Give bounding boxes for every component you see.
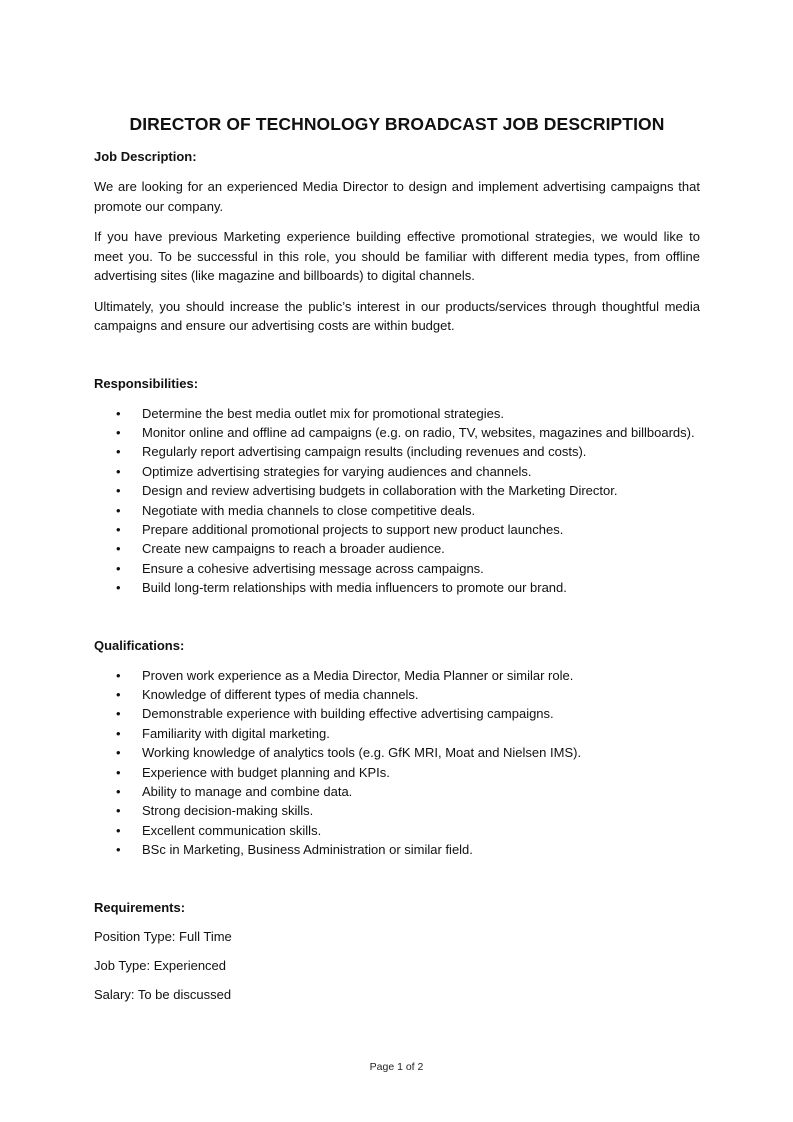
bullet-icon: • bbox=[116, 560, 121, 576]
list-item bbox=[94, 840, 700, 859]
bullet-icon: • bbox=[116, 444, 121, 460]
document-title: DIRECTOR OF TECHNOLOGY BROADCAST JOB DESCRIPTION bbox=[129, 114, 665, 134]
bullet-icon: • bbox=[116, 580, 121, 596]
list-item-text: Optimize advertising strategies for varying audiences and channels. bbox=[142, 463, 532, 479]
bullet-icon: • bbox=[116, 822, 121, 838]
list-item bbox=[94, 743, 700, 762]
page-number: Page 1 of 2 bbox=[369, 1061, 424, 1073]
list-item bbox=[94, 704, 700, 723]
list-item bbox=[94, 763, 700, 782]
list-item-text: Determine the best media outlet mix for promotional strategies. bbox=[142, 405, 505, 421]
list-item bbox=[94, 685, 700, 704]
list-item-text: Negotiate with media channels to close competitive deals. bbox=[142, 502, 476, 518]
list-item-text: Monitor online and offline ad campaigns (e.g. on radio, TV, websites, magazines and billboards). bbox=[142, 424, 695, 440]
list-item-text: Ability to manage and combine data. bbox=[142, 784, 353, 799]
bullet-icon: • bbox=[116, 521, 121, 537]
bullet-icon: • bbox=[116, 424, 121, 440]
bullet-icon: • bbox=[116, 764, 121, 780]
bullet-icon: • bbox=[116, 405, 121, 421]
list-item-text: BSc in Marketing, Business Administration or similar field. bbox=[142, 842, 473, 858]
qualifications-list bbox=[94, 666, 700, 860]
list-item-text: Strong decision-making skills. bbox=[142, 803, 314, 819]
list-item bbox=[94, 801, 700, 820]
list-item bbox=[94, 539, 700, 558]
bullet-icon: • bbox=[116, 483, 121, 499]
job-description-paragraph: If you have previous Marketing experience building effective promotional strategies, we would like to meet you. To be successful in this role, you should be familiar with different media types, from offline advertising sites (like magazine and billboards) to digital channels. bbox=[94, 229, 700, 283]
requirement-job-type: Job Type: Experienced bbox=[94, 957, 227, 973]
list-item-text: Build long-term relationships with media influencers to promote our brand. bbox=[142, 580, 567, 596]
requirement-salary: Salary: To be discussed bbox=[94, 986, 232, 1002]
bullet-icon: • bbox=[116, 842, 121, 858]
list-item bbox=[94, 501, 700, 520]
list-item bbox=[94, 462, 700, 481]
bullet-icon: • bbox=[116, 706, 121, 722]
list-item-text: Excellent communication skills. bbox=[142, 822, 322, 838]
list-item bbox=[94, 520, 700, 539]
list-item bbox=[94, 481, 700, 500]
list-item bbox=[94, 423, 700, 442]
list-item bbox=[94, 578, 700, 597]
list-item bbox=[94, 821, 700, 840]
list-item-text: Design and review advertising budgets in collaboration with the Marketing Director. bbox=[142, 483, 618, 499]
list-item bbox=[94, 666, 700, 685]
list-item-text: Create new campaigns to reach a broader audience. bbox=[142, 541, 445, 557]
bullet-icon: • bbox=[116, 803, 121, 819]
list-item-text: Proven work experience as a Media Director, Media Planner or similar role. bbox=[142, 667, 574, 683]
requirements-heading: Requirements: bbox=[94, 899, 186, 915]
job-description-heading: Job Description: bbox=[94, 149, 197, 164]
bullet-icon: • bbox=[116, 667, 121, 683]
qualifications-heading: Qualifications: bbox=[94, 637, 185, 653]
bullet-icon: • bbox=[116, 541, 121, 557]
bullet-icon: • bbox=[116, 463, 121, 479]
bullet-icon: • bbox=[116, 784, 121, 799]
bullet-icon: • bbox=[116, 725, 121, 741]
requirement-position-type: Position Type: Full Time bbox=[94, 928, 232, 944]
list-item-text: Experience with budget planning and KPIs. bbox=[142, 764, 390, 780]
list-item-text: Demonstrable experience with building effective advertising campaigns. bbox=[142, 706, 554, 722]
job-description-paragraph: Ultimately, you should increase the public’s interest in our products/services through thoughtful media campaigns and ensure our advertising costs are within budget. bbox=[94, 298, 700, 333]
list-item-text: Knowledge of different types of media channels. bbox=[142, 686, 419, 702]
list-item bbox=[94, 404, 700, 423]
bullet-icon: • bbox=[116, 502, 121, 518]
list-item-text: Ensure a cohesive advertising message across campaigns. bbox=[142, 560, 484, 576]
list-item bbox=[94, 724, 700, 743]
list-item-text: Familiarity with digital marketing. bbox=[142, 725, 330, 741]
list-item-text: Working knowledge of analytics tools (e.g. GfK MRI, Moat and Nielsen IMS). bbox=[142, 745, 582, 761]
list-item-text: Prepare additional promotional projects to support new product launches. bbox=[142, 521, 564, 537]
list-item-text: Regularly report advertising campaign results (including revenues and costs). bbox=[142, 444, 587, 460]
job-description-paragraph: We are looking for an experienced Media Director to design and implement advertising campaigns that promote our company. bbox=[94, 179, 700, 214]
list-item bbox=[94, 442, 700, 461]
document-body bbox=[94, 112, 700, 1004]
responsibilities-list bbox=[94, 404, 700, 598]
responsibilities-heading: Responsibilities: bbox=[94, 375, 199, 391]
bullet-icon: • bbox=[116, 686, 121, 702]
list-item bbox=[94, 782, 700, 801]
bullet-icon: • bbox=[116, 745, 121, 761]
list-item bbox=[94, 559, 700, 578]
